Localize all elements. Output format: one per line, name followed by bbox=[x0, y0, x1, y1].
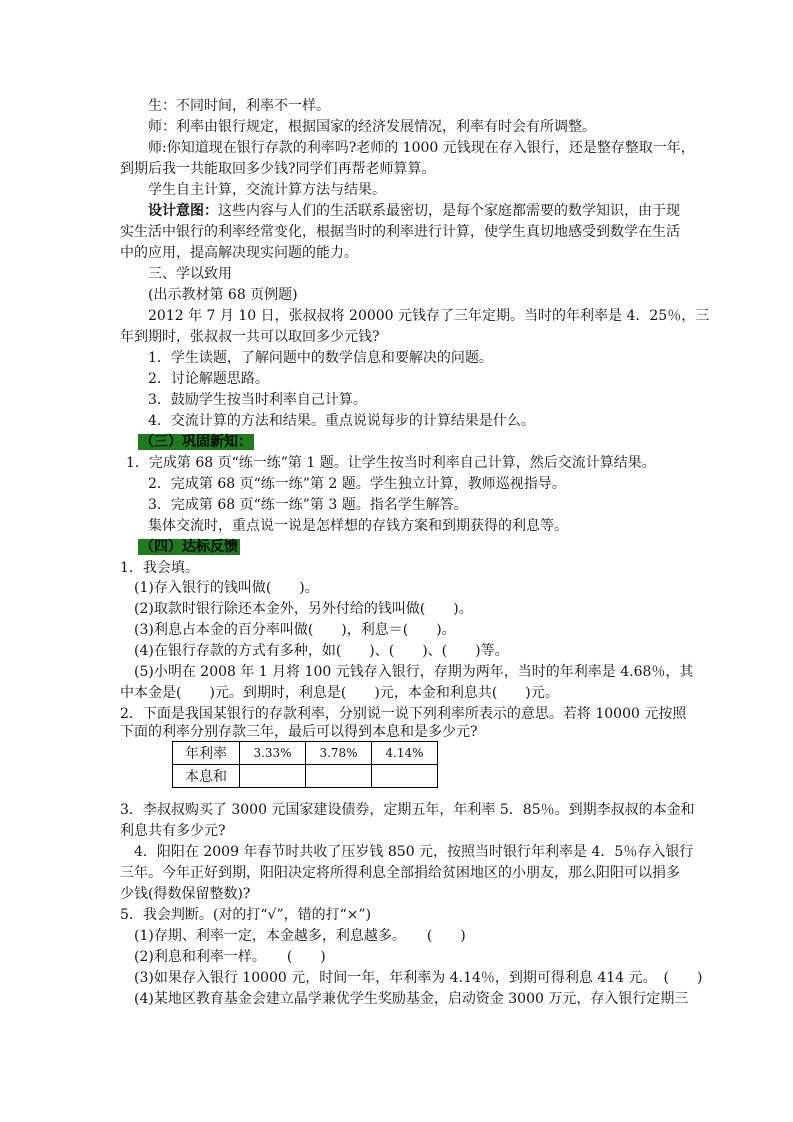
rate-cell: 4.14% bbox=[372, 742, 438, 765]
text-line: 中本金是( )元。到期时，利息是( )元，本金和利息共( )元。 bbox=[120, 685, 559, 701]
text-line: 学生自主计算，交流计算方法与结果。 bbox=[148, 182, 386, 198]
text-line: 实生活中银行的利率经常变化，根据当时的利率进行计算，使学生真切地感受到数学在生活 bbox=[120, 224, 680, 240]
text-line: (2)取款时银行除还本金外，另外付给的钱叫做( )。 bbox=[134, 601, 473, 617]
text-line: 到期后我一共能取回多少钱?同学们再帮老师算算。 bbox=[120, 161, 436, 177]
table-row bbox=[173, 765, 438, 788]
text-line: 生：不同时间，利率不一样。 bbox=[148, 98, 330, 114]
question-3: 3．李叔叔购买了 3000 元国家建设债券，定期五年，年利率 5．85％。到期李叔叔的本金和 bbox=[120, 802, 695, 818]
text-line: (1)存期、利率一定，本金越多，利息越多。 ( ) bbox=[134, 928, 466, 944]
section-title: 三、学以致用 bbox=[148, 266, 232, 282]
text-line: 集体交流时，重点说一说是怎样想的存钱方案和到期获得的利息等。 bbox=[148, 518, 568, 534]
text-line: 师：利率由银行规定，根据国家的经济发展情况，利率有时会有所调整。 bbox=[148, 119, 596, 135]
text-line: 1．完成第 68 页“练一练”第 1 题。让学生按当时利率自己计算，然后交流计算结果。 bbox=[126, 455, 656, 471]
design-intent-text: 这些内容与人们的生活联系最密切，是每个家庭都需要的数学知识，由于现 bbox=[218, 203, 680, 219]
heading-consolidate-text: （三）巩固新知： bbox=[140, 434, 252, 450]
text-line: 2．完成第 68 页“练一练”第 2 题。学生独立计算，教师巡视指导。 bbox=[148, 476, 566, 492]
text-line: 少钱(得数保留整数)? bbox=[120, 886, 251, 902]
design-intent-label: 设计意图： bbox=[148, 203, 218, 219]
heading-consolidate bbox=[138, 432, 254, 452]
question-5: 5．我会判断。(对的打“√”，错的打“×”) bbox=[120, 907, 372, 923]
text-line: 下面的利率分别存款三年，最后可以得到本息和是多少元? bbox=[120, 724, 478, 740]
text-line: 4．交流计算的方法和结果。重点说说每步的计算结果是什么。 bbox=[148, 413, 535, 429]
design-intent-line bbox=[148, 201, 680, 221]
empty-cell bbox=[240, 765, 306, 788]
rate-table bbox=[172, 741, 438, 788]
heading-feedback bbox=[138, 537, 240, 557]
text-line: 1．学生读题，了解问题中的数学信息和要解决的问题。 bbox=[148, 350, 493, 366]
text-line: (出示教材第 68 页例题) bbox=[148, 287, 298, 303]
heading-feedback-text: （四）达标反馈 bbox=[140, 539, 238, 555]
rate-row-label: 年利率 bbox=[173, 742, 240, 765]
table-row bbox=[173, 742, 438, 765]
text-line: 2012 年 7 月 10 日，张叔叔将 20000 元钱存了三年定期。当时的年利率是 4．25％，三 bbox=[148, 308, 710, 324]
text-line: 2．讨论解题思路。 bbox=[148, 371, 269, 387]
text-line: (4)在银行存款的方式有多种，如( )、( )、( )等。 bbox=[134, 643, 509, 659]
empty-cell bbox=[306, 765, 372, 788]
text-line: 3．鼓励学生按当时利率自己计算。 bbox=[148, 392, 367, 408]
text-line: 三年。今年正好到期，阳阳决定将所得利息全部捐给贫困地区的小朋友，那么阳阳可以捐多 bbox=[120, 865, 680, 881]
rate-cell: 3.33% bbox=[240, 742, 306, 765]
text-line: (3)利息占本金的百分率叫做( )，利息＝( )。 bbox=[134, 622, 456, 638]
text-line: (4)某地区教育基金会建立晶学兼优学生奖励基金，启动资金 3000 万元，存入银行定期三 bbox=[134, 991, 689, 1007]
text-line: (2)利息和利率一样。 ( ) bbox=[134, 949, 326, 965]
text-line: 3．完成第 68 页“练一练”第 3 题。指名学生解答。 bbox=[148, 497, 468, 513]
text-line: (1)存入银行的钱叫做( )。 bbox=[134, 580, 319, 596]
text-line: (3)如果存入银行 10000 元，时间一年，年利率为 4.14％，到期可得利息 414 元。 ( ) bbox=[134, 970, 703, 986]
text-line: 年到期时，张叔叔一共可以取回多少元钱? bbox=[120, 329, 380, 345]
sum-row-label: 本息和 bbox=[173, 765, 240, 788]
rate-cell: 3.78% bbox=[306, 742, 372, 765]
question-2: 2．下面是我国某银行的存款利率，分别说一说下列利率所表示的意思。若将 10000 元按照 bbox=[120, 706, 687, 722]
empty-cell bbox=[372, 765, 438, 788]
question-1: 1．我会填。 bbox=[120, 560, 199, 576]
text-line: 师:你知道现在银行存款的利率吗?老师的 1000 元钱现在存入银行，还是整存整取一年， bbox=[148, 140, 695, 156]
text-line: (5)小明在 2008 年 1 月将 100 元钱存入银行，存期为两年，当时的年利率是 4.68％，其 bbox=[134, 664, 694, 680]
text-line: 利息共有多少元? bbox=[120, 823, 226, 839]
text-line: 中的应用，提高解决现实问题的能力。 bbox=[120, 245, 358, 261]
question-4: 4．阳阳在 2009 年春节时共收了压岁钱 850 元，按照当时银行年利率是 4．5％存入银行 bbox=[134, 844, 694, 860]
